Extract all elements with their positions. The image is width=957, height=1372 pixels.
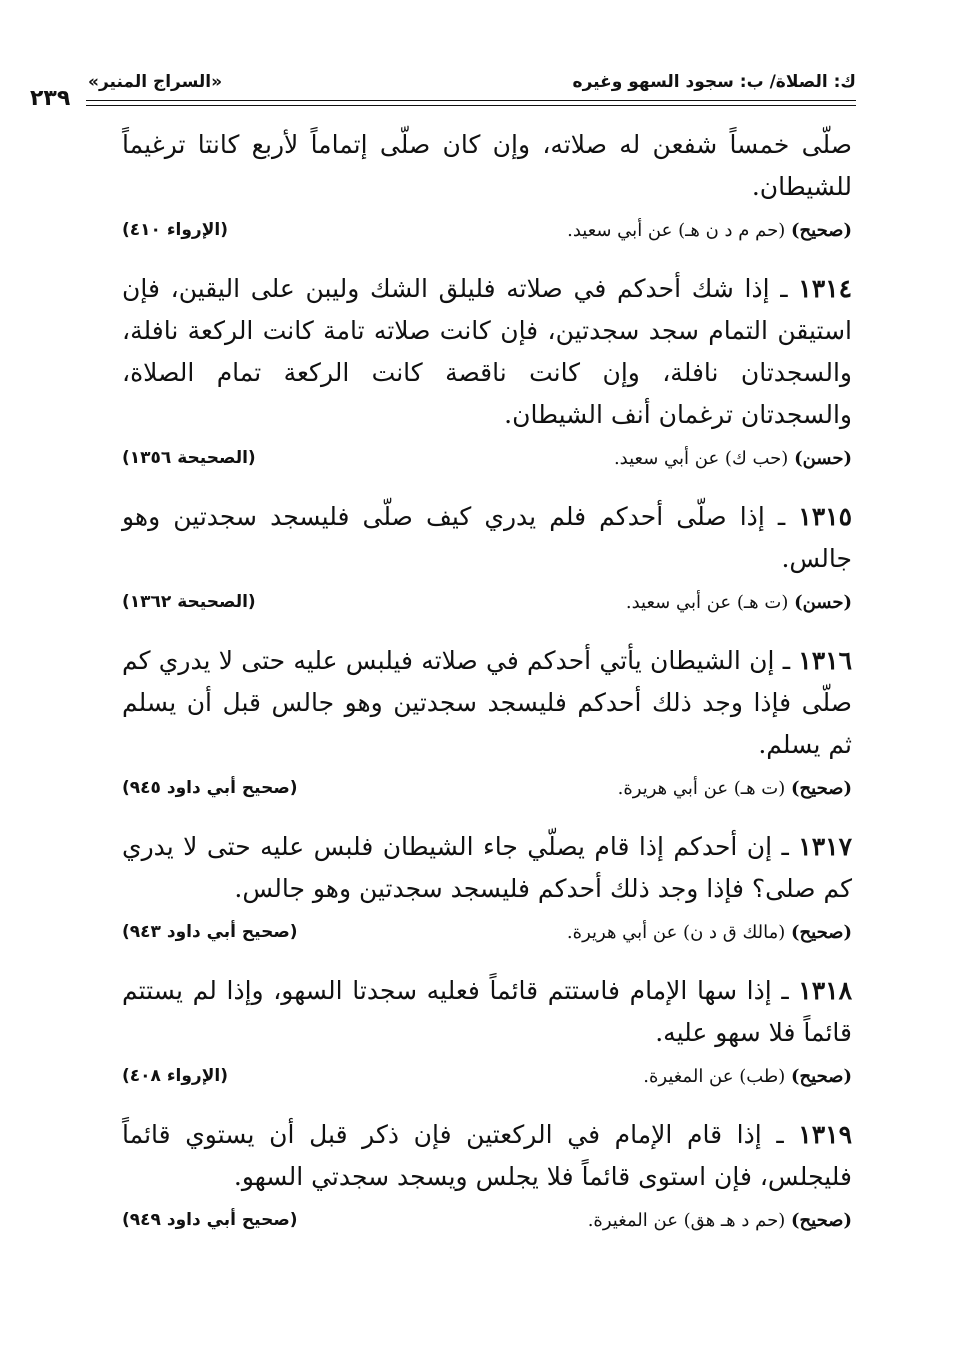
grade: (حسن) [794,592,852,613]
hadith-text: ١٣١٧ ـ إن أحدكم إذا قام يصلّي جاء الشيطان فلبس عليه حتى لا يدري كم صلى؟ فإذا وجد ذلك أحدكم فليسجد سجدتين وهو جالس. [122,832,852,903]
page-number: ٢٣٩ [30,86,71,111]
reference: (الصحيحة ١٣٦٢) [122,592,256,612]
narration-line [512,448,852,469]
hadith-body: إذا شك أحدكم في صلاته فليلق الشك وليبن على اليقين، فإن استيقن التمام سجد سجدتين، فإن كانت صلاته تامة كانت الركعة نافلة، والسجدتان نافلة، وإن كانت ناقصة كانت الركعة تمام الصلاة، والسجدتان ترغمان أنف الشيطان. [122,274,852,429]
narrators: (طب) عن المغيرة. [643,1066,786,1087]
reference: (الإرواء ٤١٠) [122,220,228,240]
grade: (صحيح) [791,922,852,943]
hadith-text [122,124,852,208]
hadith-entry [122,640,852,808]
reference: (صحيح أبي داود ٩٤٩) [122,1210,298,1230]
narrators: (ت هـ) عن أبي هريرة. [617,778,786,799]
hadith-number: ١٣١٥ [798,502,852,531]
hadith-source [122,922,852,952]
hadith-source [122,220,852,250]
narration-line [512,220,852,241]
header-rule-bottom [86,105,856,106]
hadith-text: ١٣١٩ ـ إذا قام الإمام في الركعتين فإن ذكر قبل أن يستوي قائماً فليجلس، فإن استوى قائماً فلا يجلس ويسجد سجدتي السهو. [122,1120,853,1191]
hadith-source [122,1066,852,1096]
book-title: «السراج المنير» [88,72,223,92]
narration-line [512,1066,852,1087]
hadith-number: ١٣١٧ [798,832,852,861]
hadith-entry [122,826,852,952]
narration-line [512,1210,852,1231]
hadith-source [122,448,852,478]
hadith-body: إذا سها الإمام فاستتم قائماً فعليه سجدتا السهو، وإذا لم يستتم قائماً فلا سهو عليه. [122,976,852,1047]
hadith-body: إذا قام الإمام في الركعتين فإن ذكر قبل أن يستوي قائماً فليجلس، فإن استوى قائماً فلا يجلس ويسجد سجدتي السهو. [122,1120,852,1191]
hadith-body: إن أحدكم إذا قام يصلّي جاء الشيطان فلبس عليه حتى لا يدري كم صلى؟ فإذا وجد ذلك أحدكم فليسجد سجدتين وهو جالس. [122,832,852,903]
hadith-text: ١٣١٥ ـ إذا صلّى أحدكم فلم يدري كيف صلّى فليسجد سجدتين وهو جالس. [122,502,852,573]
grade: (حسن) [794,448,852,469]
narration-line [512,592,852,613]
hadith-source [122,1210,852,1240]
grade: (صحيح) [791,220,852,241]
narrators: (حب ك) عن أبي سعيد. [613,448,789,469]
hadith-entry [122,1114,852,1240]
hadith-body: إن الشيطان يأتي أحدكم في صلاته فيلبس عليه حتى لا يدري كم صلّى فإذا وجد ذلك أحدكم فليسجد سجدتين وهو جالس قبل أن يسلم ثم يسلم. [122,646,852,759]
narrators: (حم د هـ هق) عن المغيرة. [587,1210,786,1231]
narration-line [512,778,852,799]
hadith-number: ١٣١٦ [798,646,852,675]
header-rule-top [86,100,856,101]
grade: (صحيح) [791,1210,852,1231]
hadith-text: ١٣١٨ ـ إذا سها الإمام فاستتم قائماً فعليه سجدتا السهو، وإذا لم يستتم قائماً فلا سهو عليه. [122,976,852,1047]
running-header [30,72,856,102]
hadith-entry [122,496,852,622]
reference: (الإرواء ٤٠٨) [122,1066,228,1086]
hadith-body: صلّى خمساً شفعن له صلاته، وإن كان صلّى إتماماً لأربع كانتا ترغيماً للشيطان. [122,130,852,201]
chapter-heading: ك: الصلاة/ ب: سجود السهو وغيره [572,72,856,92]
page-content [122,124,852,1258]
reference: (صحيح أبي داود ٩٤٥) [122,778,298,798]
hadith-entry [122,970,852,1096]
hadith-entry [122,268,852,478]
hadith-body: إذا صلّى أحدكم فلم يدري كيف صلّى فليسجد سجدتين وهو جالس. [122,502,852,573]
hadith-entry [122,124,852,250]
narrators: (مالك ق د ن) عن أبي هريرة. [566,922,786,943]
reference: (صحيح أبي داود ٩٤٣) [122,922,298,942]
grade: (صحيح) [791,778,852,799]
narration-line [512,922,852,943]
reference: (الصحيحة ١٣٥٦) [122,448,256,468]
hadith-number: ١٣١٤ [798,274,852,303]
hadith-number: ١٣١٩ [798,1120,853,1149]
narrators: (حم م د ن هـ) عن أبي سعيد. [567,220,786,241]
hadith-source [122,592,852,622]
grade: (صحيح) [791,1066,852,1087]
hadith-number: ١٣١٨ [798,976,852,1005]
hadith-text: ١٣١٦ ـ إن الشيطان يأتي أحدكم في صلاته فيلبس عليه حتى لا يدري كم صلّى فإذا وجد ذلك أحدكم فليسجد سجدتين وهو جالس قبل أن يسلم ثم يسلم. [122,646,852,759]
hadith-source [122,778,852,808]
hadith-text: ١٣١٤ ـ إذا شك أحدكم في صلاته فليلق الشك وليبن على اليقين، فإن استيقن التمام سجد سجدتين، فإن كانت صلاته تامة كانت الركعة نافلة، والسجدتان نافلة، وإن كانت ناقصة كانت الركعة تمام الصلاة، والسجدتان ترغمان أنف الشيطان. [122,274,852,429]
narrators: (ت هـ) عن أبي سعيد. [625,592,789,613]
